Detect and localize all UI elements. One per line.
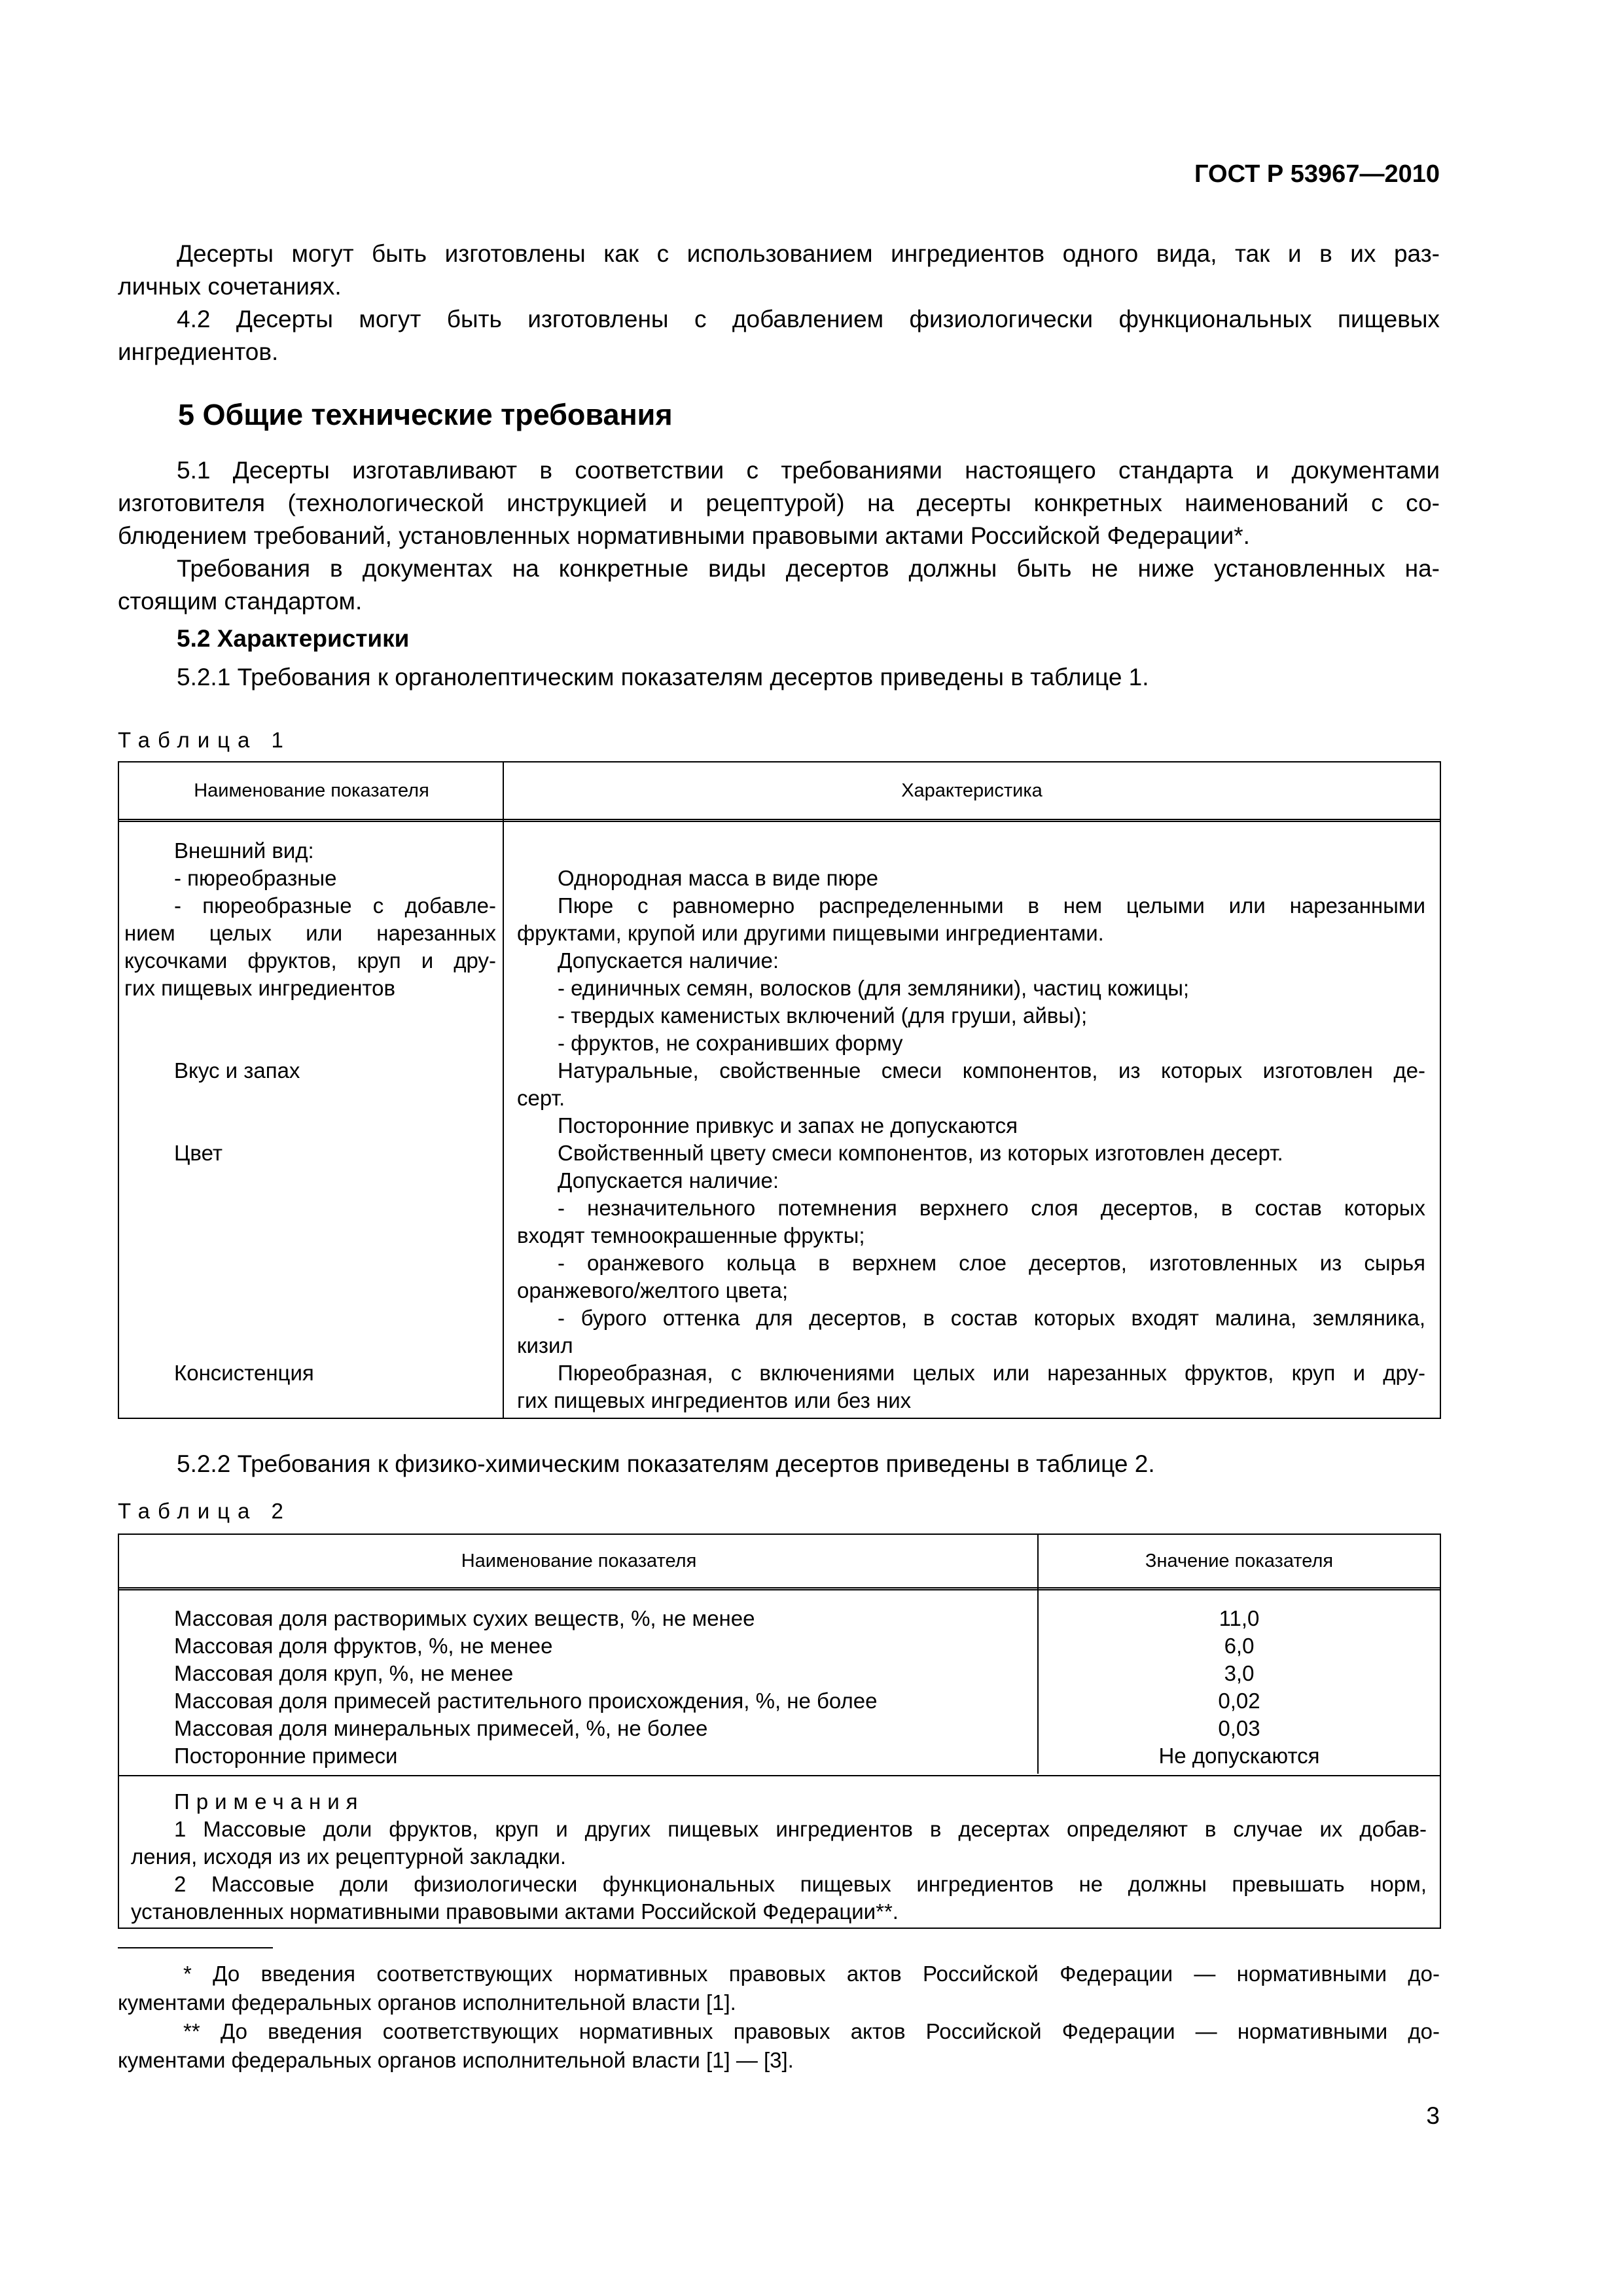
indicator-name: Посторонние примеси	[174, 1744, 398, 1768]
text-line: Пюре с равномерно распределенными в нем целыми или нарезанными	[558, 893, 1425, 918]
indicator-name-cell	[119, 1359, 504, 1414]
table-row	[119, 1359, 1440, 1414]
text-line: Вкус и запах	[174, 1058, 300, 1083]
text-line: блюдением требований, установленных нормативными правовыми актами Российской Федерации*.	[118, 522, 1250, 549]
text-line: установленных нормативными правовыми актами Российской Федерации**.	[131, 1899, 899, 1924]
text-line: стоящим стандартом.	[118, 588, 363, 615]
indicator-value: 3,0	[1224, 1661, 1255, 1685]
text-line: 1 Массовые доли фруктов, круп и других пищевых ингредиентов в десертах определяют в случае их добав-	[174, 1817, 1427, 1841]
table-row	[119, 1605, 1440, 1632]
text-line: - пюреобразные	[174, 866, 337, 890]
table-row	[119, 1687, 1440, 1715]
indicator-name: Массовая доля растворимых сухих веществ, %, не менее	[174, 1606, 755, 1630]
table1	[118, 761, 1441, 1419]
paragraph	[131, 1871, 1427, 1926]
table1-header-name: Наименование показателя	[194, 780, 429, 801]
cell-paragraph	[517, 1249, 1425, 1304]
cell-paragraph	[517, 1112, 1425, 1139]
paragraph	[118, 303, 1440, 368]
text-line: Допускается наличие:	[558, 948, 779, 973]
indicator-value: 6,0	[1224, 1634, 1255, 1658]
text-line: Цвет	[174, 1141, 223, 1165]
text-line: Консистенция	[174, 1361, 314, 1385]
notes-list	[131, 1816, 1427, 1926]
text-line: кусочками фруктов, круп и дру-	[124, 948, 496, 973]
text-line: Пюреобразная, с включениями целых или нарезанных фруктов, круп и дру-	[558, 1361, 1425, 1385]
paragraph	[131, 1816, 1427, 1871]
cell-paragraph	[124, 837, 496, 865]
indicator-name-cell	[119, 1139, 504, 1359]
notes-divider	[119, 1775, 1440, 1776]
cell-paragraph	[517, 892, 1425, 947]
cell-paragraph	[517, 1002, 1425, 1030]
paragraph-5-2-1: 5.2.1 Требования к органолептическим показателям десертов приведены в таблице 1.	[177, 664, 1149, 691]
indicator-name-cell	[119, 1057, 504, 1139]
text-line: входят темноокрашенные фрукты;	[517, 1223, 865, 1247]
footnote-separator	[118, 1947, 273, 1948]
text-line: - пюреобразные с добавле-	[174, 893, 496, 918]
table-row	[119, 1632, 1440, 1660]
paragraph	[118, 238, 1440, 303]
cell-paragraph	[517, 1030, 1425, 1057]
paragraph	[118, 454, 1440, 552]
table-row	[119, 1715, 1440, 1742]
text-line: личных сочетаниях.	[118, 273, 342, 300]
document-code: ГОСТ Р 53967—2010	[1194, 160, 1440, 188]
cell-paragraph	[517, 1057, 1425, 1112]
section-heading: 5 Общие технические требования	[178, 398, 673, 431]
indicator-name: Массовая доля минеральных примесей, %, не более	[174, 1716, 708, 1740]
text-line: серт.	[517, 1086, 565, 1110]
indicator-name: Массовая доля примесей растительного происхождения, %, не более	[174, 1689, 878, 1713]
indicator-value: 11,0	[1219, 1606, 1260, 1630]
text-line: - фруктов, не сохранивших форму	[558, 1031, 903, 1055]
text-line: Свойственный цвету смеси компонентов, из которых изготовлен десерт.	[558, 1141, 1283, 1165]
table-row	[119, 1139, 1440, 1359]
text-line: * До введения соответствующих нормативных правовых актов Российской Федерации — нормативными до-	[183, 1962, 1440, 1986]
text-line: 5.1 Десерты изготавливают в соответствии с требованиями настоящего стандарта и документами	[177, 457, 1440, 484]
cell-paragraph	[517, 1139, 1425, 1167]
text-line: кизил	[517, 1333, 573, 1357]
indicator-name: Массовая доля круп, %, не менее	[174, 1661, 514, 1685]
text-line: Внешний вид:	[174, 838, 314, 863]
paragraph-5-2-2: 5.2.2 Требования к физико-химическим показателям десертов приведены в таблице 2.	[177, 1450, 1155, 1477]
paragraph	[118, 2017, 1440, 2075]
indicator-name-cell	[119, 837, 504, 1057]
text-line: - твердых каменистых включений (для груши, айвы);	[558, 1003, 1088, 1028]
indicator-value: 0,02	[1218, 1689, 1260, 1713]
characteristic-cell	[504, 1057, 1440, 1139]
table2-header	[119, 1535, 1440, 1590]
text-line: кументами федеральных органов исполнительной власти [1] — [3].	[118, 2048, 794, 2072]
text-line: ** До введения соответствующих нормативных правовых актов Российской Федерации — нормативными до-	[183, 2019, 1440, 2043]
text-line: Однородная масса в виде пюре	[558, 866, 878, 890]
cell-paragraph	[124, 892, 496, 1002]
page-number: 3	[1426, 2102, 1440, 2129]
table2-header-name: Наименование показателя	[461, 1550, 697, 1571]
indicator-value: 0,03	[1218, 1716, 1260, 1740]
intro-text	[118, 238, 1440, 368]
table2-header-value: Значение показателя	[1145, 1550, 1334, 1571]
table1-header-characteristic: Характеристика	[901, 780, 1043, 801]
text-line: 2 Массовые доли физиологически функциональных пищевых ингредиентов не должны превышать норм,	[174, 1872, 1427, 1896]
table-row	[119, 837, 1440, 1057]
paragraph	[118, 1960, 1440, 2017]
table1-body	[119, 837, 1440, 1414]
notes-title: Примечания	[174, 1789, 365, 1814]
text-line: 4.2 Десерты могут быть изготовлены с добавлением физиологически функциональных пищевых	[177, 306, 1440, 332]
cell-paragraph	[517, 947, 1425, 975]
table1-caption: Таблица 1	[118, 728, 291, 752]
table2-notes	[131, 1788, 1427, 1926]
characteristic-cell	[504, 1139, 1440, 1359]
table1-header	[119, 762, 1440, 822]
text-line: оранжевого/желтого цвета;	[517, 1278, 789, 1302]
text-line: Требования в документах на конкретные виды десертов должны быть не ниже установленных на-	[177, 555, 1440, 582]
footnotes	[118, 1960, 1440, 2075]
text-line: гих пищевых ингредиентов	[124, 976, 396, 1000]
cell-paragraph	[517, 1167, 1425, 1194]
cell-paragraph	[124, 865, 496, 892]
indicator-value: Не допускаются	[1158, 1744, 1320, 1768]
characteristic-cell	[504, 837, 1440, 1057]
cell-paragraph	[517, 865, 1425, 892]
text-line: - единичных семян, волосков (для земляники), частиц кожицы;	[558, 976, 1190, 1000]
table-row	[119, 1057, 1440, 1139]
table2-body	[119, 1605, 1440, 1770]
characteristic-cell	[504, 1359, 1440, 1414]
table-row	[119, 1660, 1440, 1687]
cell-paragraph	[517, 1359, 1425, 1414]
text-line: - незначительного потемнения верхнего слоя десертов, в состав которых	[558, 1196, 1425, 1220]
text-line: фруктами, крупой или другими пищевыми ингредиентами.	[517, 921, 1104, 945]
table-row	[119, 1742, 1440, 1770]
text-line: - оранжевого кольца в верхнем слое десертов, изготовленных из сырья	[558, 1251, 1425, 1275]
text-line: изготовителя (технологической инструкцией и рецептурой) на десерты конкретных наименований с со-	[118, 490, 1440, 516]
subsection-heading: 5.2 Характеристики	[177, 625, 410, 652]
indicator-name: Массовая доля фруктов, %, не менее	[174, 1634, 553, 1658]
cell-paragraph	[124, 1057, 496, 1085]
text-line: Допускается наличие:	[558, 1168, 779, 1193]
text-line: ингредиентов.	[118, 338, 279, 365]
text-line: гих пищевых ингредиентов или без них	[517, 1388, 912, 1412]
cell-paragraph	[124, 1139, 496, 1167]
text-line: нием целых или нарезанных	[124, 921, 496, 945]
paragraph	[118, 552, 1440, 618]
cell-paragraph	[124, 1359, 496, 1387]
table2-caption: Таблица 2	[118, 1499, 291, 1523]
text-line: ления, исходя из их рецептурной закладки.	[131, 1844, 567, 1869]
section5-text	[118, 454, 1440, 618]
text-line: - бурого оттенка для десертов, в состав которых входят малина, земляника,	[558, 1306, 1425, 1330]
cell-paragraph	[517, 1194, 1425, 1249]
cell-paragraph	[517, 975, 1425, 1002]
text-line: кументами федеральных органов исполнительной власти [1].	[118, 1990, 736, 2015]
table2	[118, 1534, 1441, 1929]
text-line: Десерты могут быть изготовлены как с использованием ингредиентов одного вида, так и в их раз-	[177, 240, 1440, 267]
text-line: Посторонние привкус и запах не допускаются	[558, 1113, 1018, 1138]
cell-paragraph	[517, 1304, 1425, 1359]
text-line: Натуральные, свойственные смеси компонентов, из которых изготовлен де-	[558, 1058, 1425, 1083]
